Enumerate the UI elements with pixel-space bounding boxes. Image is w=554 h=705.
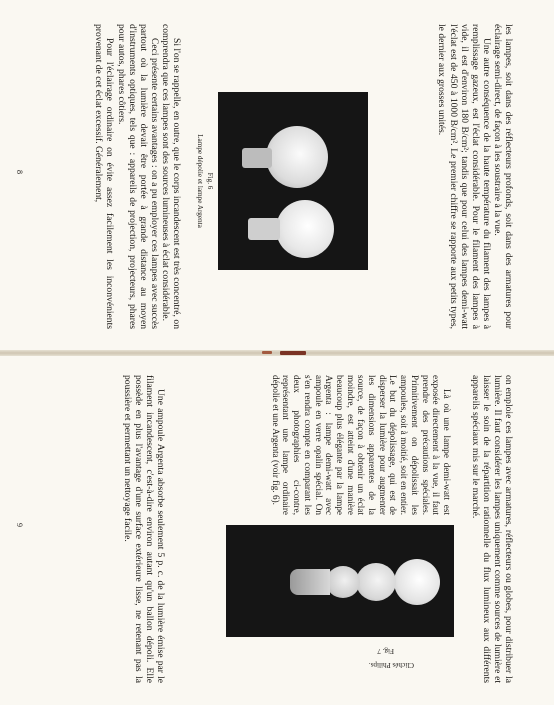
page-9-bottom-text	[122, 375, 166, 683]
figure-6-label: Fig. 6	[206, 172, 214, 190]
bulb-shape-small	[326, 566, 360, 598]
paragraph: les lampes, soit dans des réflecteurs profonds, soit dans des armatures pour éclairage semi-direct, de façon à les soustraire à la vue.	[491, 24, 514, 329]
paragraph: Pour l'éclairage ordinaire on évite assez facilement les inconvénients provenant de cet éclat excessif. Généralement,	[93, 24, 116, 329]
page-number: 8	[15, 170, 24, 174]
paragraph: Ceci présente certains avantages : on a pu employer ces lampes avec succès partout où la lumière devait être portée à grande distance au moyen d'instruments optiques, tels que : appareils de projection, projecteurs, phares pour autos, phares côtiers.	[115, 24, 160, 329]
page-number: 9	[15, 523, 24, 527]
figure-7-label: Fig. 7	[377, 647, 394, 655]
frosted-bulb-shape	[266, 126, 328, 188]
bulb-shape-medium	[356, 563, 396, 601]
figure-7-caption: Clichés Philips.	[368, 661, 414, 669]
paragraph: on emploie ces lampes avec armatures, réflecteurs ou globes, pour distribuer la lumière. Il faut considérer les lampes uniquement comme sources de lumière et laisser le soin de la répartition rationnelle du flux lumineux aux différents appareils spéciaux mis sur le marché.	[469, 375, 514, 683]
paragraph: Une ampoule Argenta absorbe seulement 5 p. c. de la lumière émise par le filament incandescent, c'est-à-dire environ autant qu'un ballon dépoli. Elle possède en plus l'avantage d'une surface extérieure lisse, ne retenant pas la poussière et permettant un nettoyage facile.	[121, 375, 166, 683]
bulb-neck-shape	[290, 569, 330, 595]
paragraph: Si l'on se rappelle, en outre, que le corps incandescent est très concentré, on comprendra que ces lampes sont des sources lumineuses à éclat considérable.	[159, 24, 182, 329]
paragraph: Une autre conséquence de la haute température du filament des lampes à remplissage gazeux, est l'éclat considérable. Pour le filament des lampes à vide, il est d'environ 180 B/cm²; tandis que pour celui des lampes demi-watt l'éclat est de 450 à 1000 B/cm². Le premier chiffre se rapporte aux petits types, le dernier aux grosses unités.	[436, 24, 492, 329]
page-8-top-text	[436, 24, 514, 329]
bulb-base-shape	[248, 218, 280, 240]
figure-6-photo	[218, 92, 368, 270]
page-9	[0, 353, 554, 705]
figure-7-photo	[226, 525, 454, 637]
page-9-column-text	[270, 375, 452, 515]
page-8	[0, 0, 554, 352]
paragraph: Là où une lampe demi-watt est exposée directement à la vue, il faut prendre des précautions spéciales. Primitivement on dépolissait les ampoules, soit à moitié, soit en entier. Le but du dépolissage, qui est de disperser la lumière pour augmenter les dimensions apparentes de la source, de façon à obtenir un éclat moindre, est atteint d'une manière beaucoup plus élégante par la lampe Argenta : lampe demi-watt avec ampoule en verre opalin spécial. On s'en rendra compte en comparant les deux photographies ci-contre, représentant une lampe ordinaire dépolie et une Argenta (voir fig. 6).	[270, 375, 452, 515]
bulb-base-shape	[242, 148, 272, 168]
bulb-shape-large	[394, 559, 440, 605]
page-8-bottom-text	[93, 24, 182, 329]
page-9-top-text	[470, 375, 514, 683]
figure-6-caption: Lampe dépolie et lampe Argenta	[196, 134, 204, 228]
argenta-bulb-shape	[276, 200, 334, 258]
